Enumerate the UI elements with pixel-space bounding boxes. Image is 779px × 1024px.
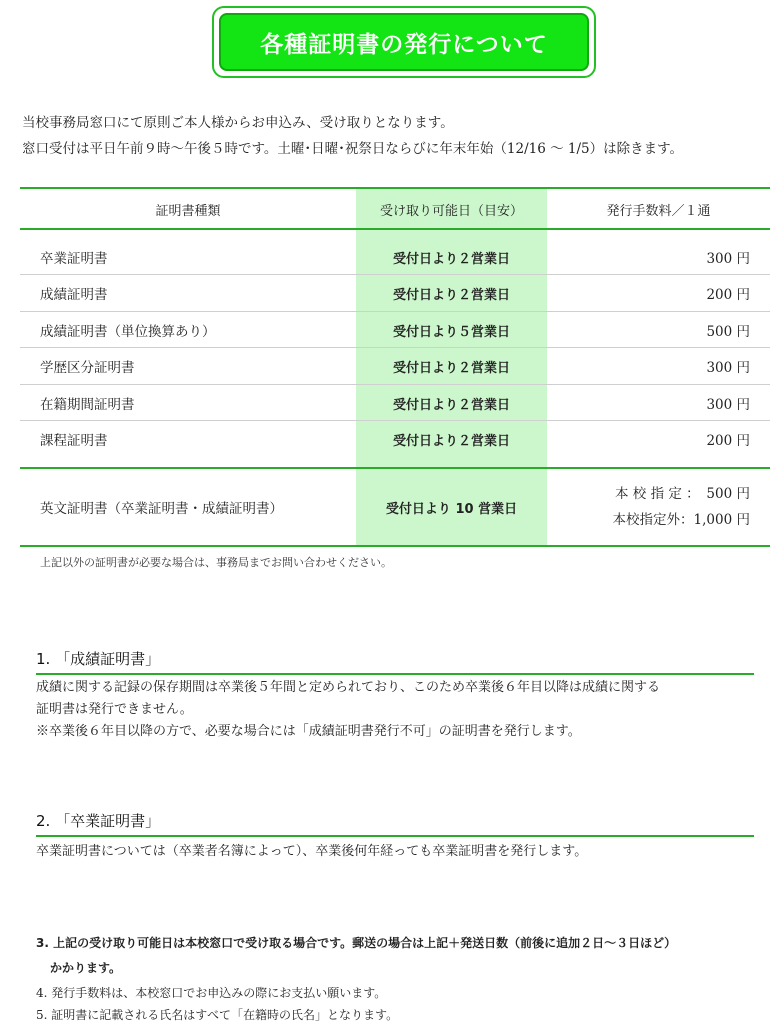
row-4-fee: 300 円 (706, 360, 750, 376)
footnote-3-line-2: かかります。 (50, 961, 122, 975)
certificate-table (20, 187, 770, 547)
header-fee: 発行手数料／１通 (606, 203, 711, 219)
section-2-heading (36, 810, 754, 837)
row-5-type: 在籍期間証明書 (40, 397, 135, 413)
section-1-title: 1. 「成績証明書」 (36, 650, 161, 668)
section-1-body (36, 677, 660, 743)
row-5-fee: 300 円 (706, 397, 750, 413)
row-3-type: 成績証明書（単位換算あり） (40, 324, 216, 340)
section-1-line: 証明書は発行できません。 (36, 702, 193, 717)
header-type: 証明書種類 (155, 203, 221, 219)
english-row-type: 英文証明書（卒業証明書・成績証明書） (40, 501, 283, 517)
section-2-title: 2. 「卒業証明書」 (36, 812, 161, 830)
row-6-available: 受付日より２営業日 (392, 433, 510, 449)
table-note: 上記以外の証明書が必要な場合は、事務局までお問い合わせください。 (40, 556, 392, 569)
row-5-available: 受付日より２営業日 (392, 397, 510, 413)
english-fee-non-designated: 本校指定外：1,000 円 (612, 512, 750, 528)
row-3-fee: 500 円 (706, 324, 750, 340)
intro-text (22, 110, 683, 162)
section-1-heading (36, 648, 754, 675)
row-1-available: 受付日より２営業日 (392, 251, 510, 267)
english-row-available: 受付日より 10 営業日 (385, 501, 518, 517)
row-2-fee: 200 円 (706, 287, 750, 303)
intro-line-1: 当校事務局窓口にて原則ご本人様からお申込み、受け取りとなります。 (22, 115, 454, 131)
english-fee-designated: 本 校 指 定 ： 500 円 (615, 486, 750, 502)
table-bottom-rule (20, 545, 770, 547)
row-4-type: 学歴区分証明書 (40, 360, 135, 376)
footnote-4: 4. 発行手数料は、本校窓口でお申込みの際にお支払い願います。 (36, 986, 387, 1000)
page-title: 各種証明書の発行について (219, 13, 589, 71)
footnote-5: 5. 証明書に記載される氏名はすべて「在籍時の氏名」となります。 (36, 1008, 399, 1022)
section-1-line: 成績に関する記録の保存期間は卒業後５年間と定められており、このため卒業後６年目以降は成績に関する (36, 680, 661, 695)
row-1-type: 卒業証明書 (40, 251, 108, 267)
row-4-available: 受付日より２営業日 (392, 360, 510, 376)
row-2-type: 成績証明書 (40, 287, 108, 303)
section-2-rule (36, 835, 754, 837)
header-available: 受け取り可能日（目安） (379, 203, 523, 219)
section-1-line: ※卒業後６年目以降の方で、必要な場合には「成績証明書発行不可」の証明書を発行します。 (36, 724, 581, 739)
english-row-fee (547, 469, 750, 545)
section-2-line: 卒業証明書については（卒業者名簿によって）、卒業後何年経っても卒業証明書を発行します。 (36, 844, 588, 859)
footnote-3-line-1: 3. 上記の受け取り可能日は本校窓口で受け取る場合です。郵送の場合は上記＋発送日数（前後に追加２日～３日ほど） (36, 936, 677, 950)
row-3-available: 受付日より５営業日 (392, 324, 510, 340)
title-banner (212, 6, 596, 78)
intro-line-2: 窓口受付は平日午前９時～午後５時です。土曜･日曜･祝祭日ならびに年末年始（12/16 ～ 1/5）は除きます。 (22, 141, 684, 157)
row-1-fee: 300 円 (706, 251, 750, 267)
section-1-rule (36, 673, 754, 675)
row-6-fee: 200 円 (706, 433, 750, 449)
section-2-body (36, 841, 587, 863)
row-6-type: 課程証明書 (40, 433, 108, 449)
row-2-available: 受付日より２営業日 (392, 287, 510, 303)
